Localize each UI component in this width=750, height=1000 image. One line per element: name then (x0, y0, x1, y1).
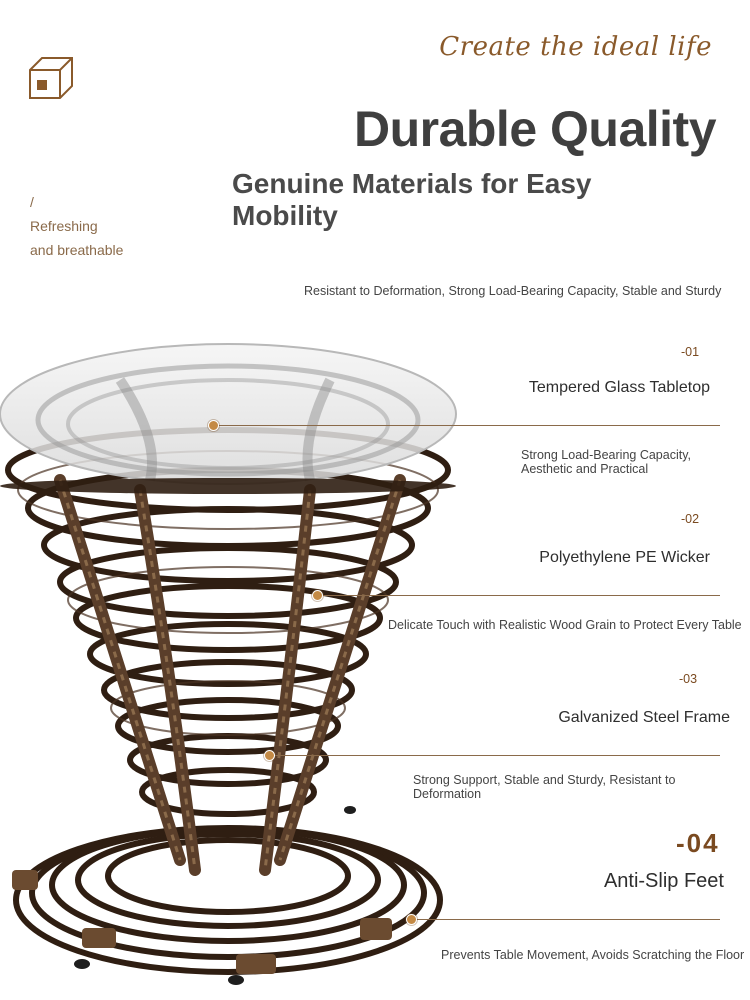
feature-number-03: -03 (679, 672, 698, 686)
feature-desc-03 (413, 773, 675, 801)
feature-title-01: Tempered Glass Tabletop (528, 379, 710, 396)
feature-dot-03 (264, 750, 275, 761)
feature-title-02: Polyethylene PE Wicker (539, 549, 710, 566)
side-note-slash: / (30, 194, 34, 210)
feature-desc-03-line-1: Strong Support, Stable and Sturdy, Resistant to (413, 773, 676, 787)
side-note-line-1: Refreshing (30, 218, 98, 234)
feature-line-03 (272, 755, 720, 756)
intro-text: Resistant to Deformation, Strong Load-Bearing Capacity, Stable and Sturdy (304, 284, 722, 298)
tagline: Create the ideal life (439, 32, 712, 62)
feature-title-03: Galvanized Steel Frame (558, 709, 730, 726)
box-icon (28, 56, 74, 100)
feature-title-04: Anti-Slip Feet (603, 870, 724, 892)
feature-desc-03-line-2: Deformation (413, 787, 482, 801)
feature-line-01 (216, 425, 720, 426)
feature-desc-01 (521, 448, 691, 476)
feature-line-02 (320, 595, 720, 596)
page-title: Durable Quality (353, 101, 716, 157)
feature-dot-04 (406, 914, 417, 925)
side-note-line-2: and breathable (30, 242, 124, 258)
feature-desc-02: Delicate Touch with Realistic Wood Grain to Protect Every Table (388, 618, 742, 632)
feature-number-01: -01 (681, 345, 700, 359)
subheadline: Genuine Materials for Easy Mobility (232, 168, 592, 231)
feature-number-02: -02 (681, 512, 700, 526)
feature-number-04: -04 (676, 828, 720, 858)
feature-dot-02 (312, 590, 323, 601)
feature-dot-01 (208, 420, 219, 431)
feature-desc-01-line-1: Strong Load-Bearing Capacity, (521, 448, 692, 462)
feature-desc-01-line-2: Aesthetic and Practical (521, 462, 649, 476)
feature-line-04 (414, 919, 720, 920)
side-note (30, 190, 123, 262)
rattan-table-image (0, 340, 470, 990)
feature-desc-04: Prevents Table Movement, Avoids Scratching the Floor (441, 948, 745, 962)
